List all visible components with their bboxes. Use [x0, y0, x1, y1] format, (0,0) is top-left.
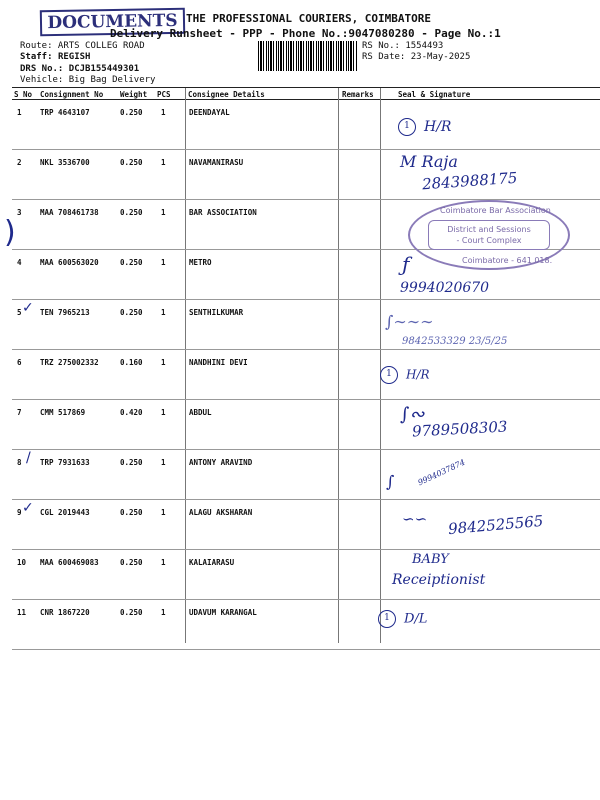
- sno-cell: 5: [17, 308, 22, 317]
- signature-row-1: [398, 118, 451, 136]
- rs-date: RS Date: 23-May-2025: [362, 52, 471, 62]
- consignment-cell: CMM 517869: [40, 408, 86, 417]
- weight-cell: 0.250: [120, 208, 143, 217]
- table-row: [12, 400, 600, 450]
- signature-row-9-scribble: ∽∽: [402, 510, 428, 528]
- consignee-cell: BAR ASSOCIATION: [189, 208, 257, 217]
- consignee-cell: ALAGU AKSHARAN: [189, 508, 253, 517]
- sno-cell: 2: [17, 158, 22, 167]
- col-header-pcs: PCS: [157, 90, 171, 99]
- consignee-cell: SENTHILKUMAR: [189, 308, 244, 317]
- signature-row-7-phone: 9789508303: [411, 417, 508, 441]
- signature-text: H/R: [424, 119, 452, 135]
- seal-top-text: Coimbatore Bar Association: [440, 206, 551, 215]
- consignee-cell: NAVAMANIRASU: [189, 158, 244, 167]
- consignment-cell: MAA 600563020: [40, 258, 99, 267]
- signature-row-2-name: M Raja: [400, 152, 458, 171]
- signature-row-2-phone: 2843988175: [421, 168, 518, 194]
- staff-label: Staff:: [20, 52, 53, 62]
- sno-cell: 11: [17, 608, 27, 617]
- drs-line: [20, 64, 139, 75]
- consignment-cell: MAA 600469083: [40, 558, 99, 567]
- signature-text: H/R: [406, 367, 430, 382]
- vehicle-text: Vehicle: Big Bag Delivery: [20, 75, 156, 85]
- pcs-cell: 1: [161, 558, 166, 567]
- consignment-cell: NKL 3536700: [40, 158, 90, 167]
- tick-mark: ✓: [22, 300, 34, 316]
- signature-row-10-line-2: Receiptionist: [392, 572, 486, 588]
- runsheet-subtitle: Delivery Runsheet - PPP - Phone No.:9047080280 - Page No.:1: [110, 27, 501, 40]
- weight-cell: 0.250: [120, 258, 143, 267]
- pcs-cell: 1: [161, 308, 166, 317]
- documents-stamp: DOCUMENTS: [40, 8, 185, 37]
- pen-bracket-mark: ): [4, 215, 16, 250]
- staff-value: REGISH: [57, 52, 91, 62]
- col-header-consignment: Consignment No: [40, 90, 104, 99]
- weight-cell: 0.160: [120, 358, 143, 367]
- consignee-cell: UDAVUM KARANGAL: [189, 608, 257, 617]
- consignee-cell: ABDUL: [189, 408, 212, 417]
- weight-cell: 0.250: [120, 458, 143, 467]
- barcode: [258, 41, 358, 71]
- sno-cell: 8: [17, 458, 22, 467]
- pcs-cell: 1: [161, 608, 166, 617]
- consignee-cell: KALAIARASU: [189, 558, 235, 567]
- circle-mark: 1: [380, 366, 398, 384]
- pcs-cell: 1: [161, 208, 166, 217]
- consignee-cell: ANTONY ARAVIND: [189, 458, 253, 467]
- pcs-cell: 1: [161, 108, 166, 117]
- table-row: [12, 350, 600, 400]
- sno-cell: 9: [17, 508, 22, 517]
- route-text: Route: ARTS COLLEG ROAD: [20, 41, 145, 51]
- table-top-rule: [12, 87, 600, 88]
- table-row: [12, 600, 600, 650]
- pcs-cell: 1: [161, 508, 166, 517]
- table-row: [12, 300, 600, 350]
- table-row: [12, 450, 600, 500]
- signature-row-7-scribble: ∫∾: [400, 404, 425, 425]
- staff-line: [20, 52, 90, 63]
- consignment-cell: TRP 7931633: [40, 458, 90, 467]
- weight-cell: 0.250: [120, 508, 143, 517]
- seal-bottom-text: Coimbatore - 641 018.: [462, 256, 553, 265]
- signature-row-10-line-1: BABY: [412, 552, 449, 567]
- col-header-weight: Weight: [120, 90, 148, 99]
- col-header-consignee: Consignee Details: [188, 90, 265, 99]
- signature-row-8-scribble: ∫: [386, 472, 395, 491]
- consignment-cell: CNR 1867220: [40, 608, 90, 617]
- slash-mark: /: [26, 450, 31, 466]
- weight-cell: 0.250: [120, 308, 143, 317]
- table-row: [12, 550, 600, 600]
- signature-row-5-scribble: ∫∼∼∼: [385, 312, 434, 331]
- sno-cell: 4: [17, 258, 22, 267]
- seal-inner-line-2: - Court Complex: [456, 236, 522, 245]
- col-header-remarks: Remarks: [342, 90, 374, 99]
- consignee-cell: METRO: [189, 258, 212, 267]
- seal-inner-box: [428, 220, 550, 250]
- tick-mark: ✓: [22, 500, 34, 516]
- rs-number: RS No.: 1554493: [362, 41, 444, 51]
- consignment-cell: MAA 708461738: [40, 208, 99, 217]
- signature-row-5-phone: 9842533329 23/5/25: [402, 336, 508, 347]
- consignment-cell: TEN 7965213: [40, 308, 90, 317]
- col-header-sno: S No: [14, 90, 33, 99]
- sno-cell: 10: [17, 558, 27, 567]
- pcs-cell: 1: [161, 358, 166, 367]
- table-row: [12, 100, 600, 150]
- signature-row-6: [380, 366, 430, 384]
- sno-cell: 6: [17, 358, 22, 367]
- col-header-signature: Seal & Signature: [398, 90, 471, 99]
- seal-inner-line-1: District and Sessions: [447, 225, 531, 234]
- signature-row-11: [378, 610, 427, 628]
- circle-mark: 1: [378, 610, 396, 628]
- weight-cell: 0.250: [120, 558, 143, 567]
- drs-label: DRS No.:: [20, 64, 64, 74]
- weight-cell: 0.420: [120, 408, 143, 417]
- signature-text: D/L: [404, 611, 428, 627]
- pcs-cell: 1: [161, 458, 166, 467]
- weight-cell: 0.250: [120, 108, 143, 117]
- company-title: THE PROFESSIONAL COURIERS, COIMBATORE: [186, 12, 432, 25]
- consignee-cell: NANDHINI DEVI: [189, 358, 248, 367]
- bar-association-seal: [408, 200, 570, 270]
- signature-row-4-phone: 9994020670: [400, 280, 490, 296]
- signature-row-9-phone: 9842525565: [447, 511, 545, 539]
- consignee-cell: DEENDAYAL: [189, 108, 230, 117]
- sno-cell: 1: [17, 108, 22, 117]
- consignment-cell: TRZ 275002332: [40, 358, 99, 367]
- signature-row-4-scribble: ƒ: [402, 252, 410, 276]
- consignment-cell: TRP 4643107: [40, 108, 90, 117]
- sno-cell: 3: [17, 208, 22, 217]
- circle-mark: 1: [398, 118, 416, 136]
- weight-cell: 0.250: [120, 158, 143, 167]
- weight-cell: 0.250: [120, 608, 143, 617]
- pcs-cell: 1: [161, 158, 166, 167]
- signature-row-8-phone: 9994037874: [416, 457, 467, 488]
- pcs-cell: 1: [161, 408, 166, 417]
- consignment-cell: CGL 2019443: [40, 508, 90, 517]
- sno-cell: 7: [17, 408, 22, 417]
- drs-value: DCJB155449301: [68, 64, 140, 74]
- pcs-cell: 1: [161, 258, 166, 267]
